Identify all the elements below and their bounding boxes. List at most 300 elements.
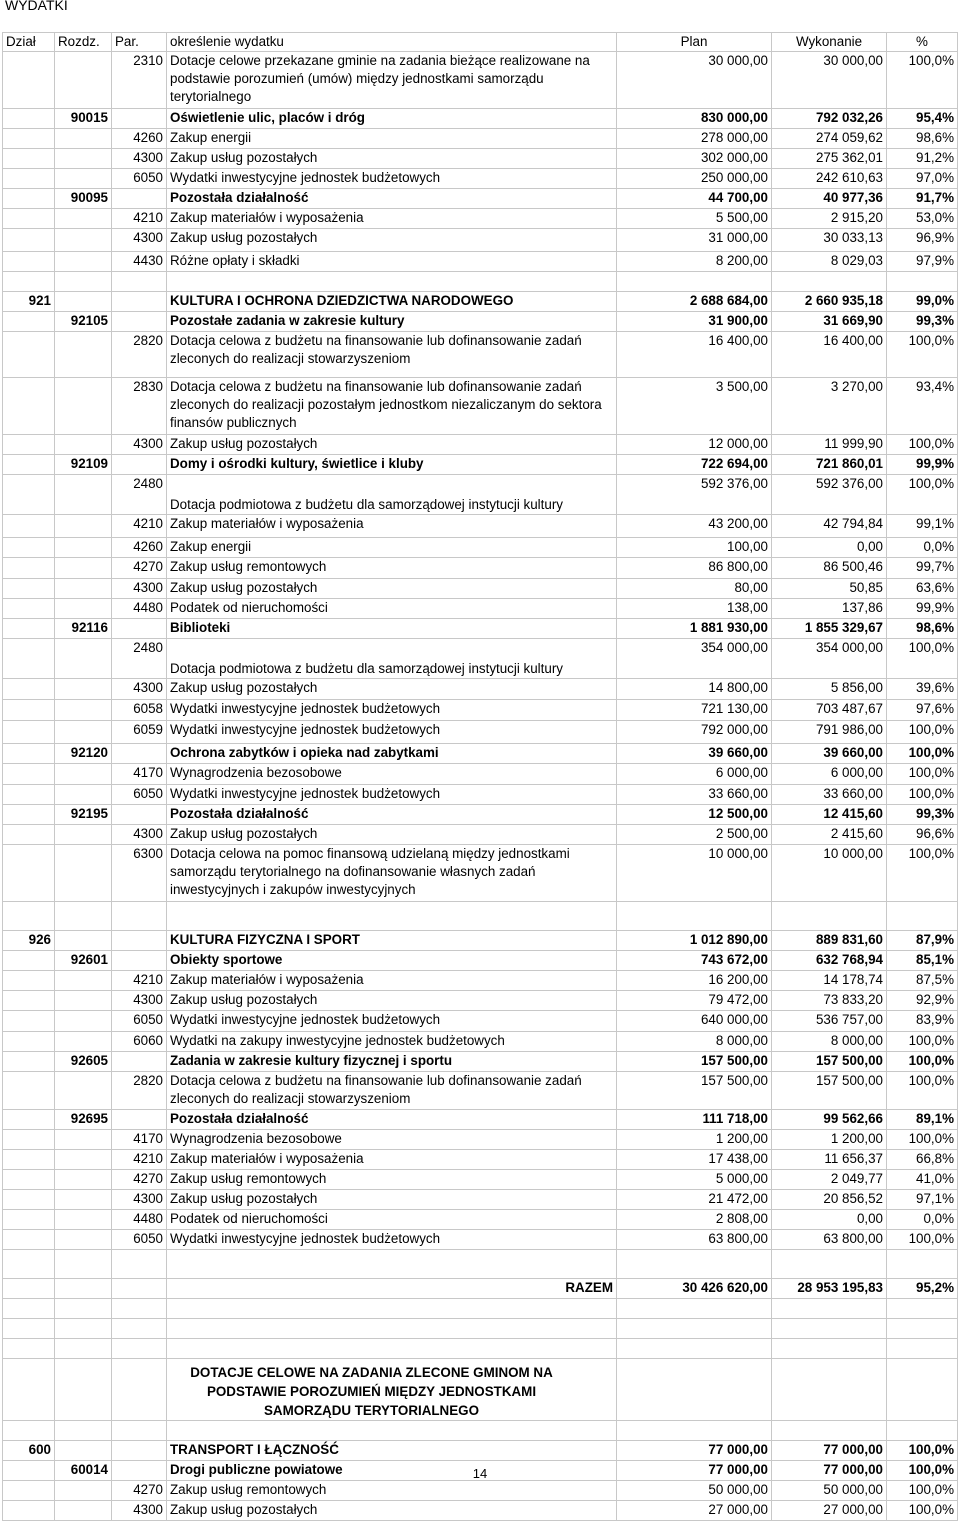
dzial-cell: [3, 991, 55, 1011]
plan-cell: 1 881 930,00: [617, 619, 772, 639]
procent-cell: 100,0%: [887, 435, 958, 455]
table-row: [3, 109, 958, 129]
table-row: [3, 1052, 958, 1072]
procent-cell: 97,1%: [887, 1190, 958, 1210]
opis-cell: Wydatki na zakupy inwestycyjne jednostek budżetowych: [167, 1032, 617, 1052]
opis-cell: Zakup usług remontowych: [167, 1170, 617, 1190]
plan-cell: 830 000,00: [617, 109, 772, 129]
opis-cell: Dotacja celowa na pomoc finansową udzielaną między jednostkami samorządu terytorialnego na dofinansowanie własnych zadań inwestycyjnych i zakupów inwestycyjnych: [167, 845, 617, 902]
wykonanie-cell: [772, 1421, 887, 1441]
par-cell: 4300: [112, 435, 167, 455]
rozdz-cell: 60014: [55, 1461, 112, 1481]
wykonanie-cell: 1 200,00: [772, 1130, 887, 1150]
rozdz-cell: [55, 252, 112, 272]
procent-cell: 97,9%: [887, 252, 958, 272]
wykonanie-cell: 721 860,01: [772, 455, 887, 475]
dzial-cell: [3, 1299, 55, 1319]
table-header-row: [3, 33, 958, 52]
wykonanie-cell: 2 915,20: [772, 209, 887, 229]
plan-cell: 43 200,00: [617, 515, 772, 538]
wykonanie-cell: 77 000,00: [772, 1461, 887, 1481]
plan-cell: 79 472,00: [617, 991, 772, 1011]
dzial-cell: [3, 149, 55, 169]
table-row: [3, 378, 958, 435]
par-cell: [112, 902, 167, 931]
opis-cell: Pozostała działalność: [167, 1110, 617, 1130]
par-cell: 2820: [112, 332, 167, 378]
par-cell: 2830: [112, 378, 167, 435]
par-cell: 6050: [112, 1230, 167, 1250]
plan-cell: 30 000,00: [617, 52, 772, 109]
par-cell: [112, 1279, 167, 1299]
par-cell: [112, 805, 167, 825]
par-cell: 4300: [112, 149, 167, 169]
opis-cell: Wydatki inwestycyjne jednostek budżetowych: [167, 785, 617, 805]
opis-cell: Obiekty sportowe: [167, 951, 617, 971]
procent-cell: 99,7%: [887, 558, 958, 579]
plan-cell: 721 130,00: [617, 700, 772, 721]
header-plan: Plan: [617, 33, 772, 52]
rozdz-cell: [55, 149, 112, 169]
par-cell: 6059: [112, 721, 167, 744]
opis-cell: Zakup energii: [167, 129, 617, 149]
rozdz-cell: [55, 272, 112, 292]
opis-cell: Zakup usług pozostałych: [167, 825, 617, 845]
procent-cell: 99,1%: [887, 515, 958, 538]
plan-cell: 354 000,00: [617, 639, 772, 679]
procent-cell: 87,5%: [887, 971, 958, 991]
rozdz-cell: [55, 825, 112, 845]
procent-cell: 95,4%: [887, 109, 958, 129]
plan-cell: 157 500,00: [617, 1072, 772, 1110]
wykonanie-cell: 77 000,00: [772, 1441, 887, 1461]
rozdz-cell: [55, 1230, 112, 1250]
plan-cell: [617, 1359, 772, 1421]
par-cell: 4260: [112, 538, 167, 558]
opis-cell: Zakup usług remontowych: [167, 1481, 617, 1501]
table-row: [3, 189, 958, 209]
wykonanie-cell: 703 487,67: [772, 700, 887, 721]
dzial-cell: [3, 229, 55, 252]
rozdz-cell: [55, 1481, 112, 1501]
procent-cell: 91,2%: [887, 149, 958, 169]
plan-cell: 31 900,00: [617, 312, 772, 332]
dzial-cell: [3, 721, 55, 744]
table-row: [3, 1190, 958, 1210]
rozdz-cell: [55, 902, 112, 931]
table-row: [3, 292, 958, 312]
par-cell: [112, 931, 167, 951]
table-row: [3, 991, 958, 1011]
procent-cell: [887, 1339, 958, 1359]
opis-cell: Oświetlenie ulic, placów i dróg: [167, 109, 617, 129]
par-cell: [112, 292, 167, 312]
par-cell: 2310: [112, 52, 167, 109]
rozdz-cell: [55, 475, 112, 515]
dzial-cell: [3, 1421, 55, 1441]
table-row: [3, 455, 958, 475]
dzial-cell: [3, 312, 55, 332]
procent-cell: 99,9%: [887, 599, 958, 619]
rozdz-cell: [55, 579, 112, 599]
rozdz-cell: [55, 679, 112, 700]
plan-cell: 86 800,00: [617, 558, 772, 579]
plan-cell: 63 800,00: [617, 1230, 772, 1250]
plan-cell: 111 718,00: [617, 1110, 772, 1130]
dzial-cell: [3, 455, 55, 475]
procent-cell: 98,6%: [887, 129, 958, 149]
plan-cell: 33 660,00: [617, 785, 772, 805]
wykonanie-cell: [772, 1359, 887, 1421]
opis-cell: Zakup usług pozostałych: [167, 229, 617, 252]
plan-cell: 138,00: [617, 599, 772, 619]
par-cell: 4270: [112, 1481, 167, 1501]
table-row: [3, 971, 958, 991]
wykonanie-cell: 28 953 195,83: [772, 1279, 887, 1299]
par-cell: [112, 619, 167, 639]
par-cell: 4430: [112, 252, 167, 272]
wykonanie-cell: [772, 1319, 887, 1339]
procent-cell: 96,9%: [887, 229, 958, 252]
rozdz-cell: [55, 1170, 112, 1190]
table-row: [3, 1501, 958, 1521]
dzial-cell: [3, 129, 55, 149]
procent-cell: 85,1%: [887, 951, 958, 971]
opis-cell: Dotacja podmiotowa z budżetu dla samorządowej instytucji kultury: [167, 639, 617, 679]
opis-cell: Zadania w zakresie kultury fizycznej i sportu: [167, 1052, 617, 1072]
table-row: [3, 1359, 958, 1421]
plan-cell: [617, 272, 772, 292]
par-cell: 2480: [112, 475, 167, 515]
dzial-cell: [3, 679, 55, 700]
rozdz-cell: 92601: [55, 951, 112, 971]
opis-cell: KULTURA I OCHRONA DZIEDZICTWA NARODOWEGO: [167, 292, 617, 312]
plan-cell: [617, 1319, 772, 1339]
rozdz-cell: [55, 1190, 112, 1210]
wykonanie-cell: 40 977,36: [772, 189, 887, 209]
opis-cell: Drogi publiczne powiatowe: [167, 1461, 617, 1481]
wykonanie-cell: 27 000,00: [772, 1501, 887, 1521]
rozdz-cell: [55, 1421, 112, 1441]
rozdz-cell: [55, 292, 112, 312]
rozdz-cell: [55, 1339, 112, 1359]
procent-cell: 83,9%: [887, 1011, 958, 1032]
par-cell: 4300: [112, 1501, 167, 1521]
wykonanie-cell: [772, 1299, 887, 1319]
rozdz-cell: [55, 845, 112, 902]
wykonanie-cell: 33 660,00: [772, 785, 887, 805]
plan-cell: 278 000,00: [617, 129, 772, 149]
plan-cell: 12 000,00: [617, 435, 772, 455]
table-row: [3, 229, 958, 252]
par-cell: [112, 1052, 167, 1072]
table-row: [3, 805, 958, 825]
opis-cell: Różne opłaty i składki: [167, 252, 617, 272]
table-row: [3, 149, 958, 169]
par-cell: 4210: [112, 209, 167, 229]
rozdz-cell: [55, 378, 112, 435]
rozdz-cell: [55, 931, 112, 951]
par-cell: 6300: [112, 845, 167, 902]
plan-cell: 1 200,00: [617, 1130, 772, 1150]
rozdz-cell: 92120: [55, 744, 112, 764]
expenses-table-body: [3, 33, 958, 1521]
rozdz-cell: [55, 229, 112, 252]
dzial-cell: [3, 1190, 55, 1210]
procent-cell: [887, 1299, 958, 1319]
wykonanie-cell: 8 000,00: [772, 1032, 887, 1052]
dzial-cell: 921: [3, 292, 55, 312]
plan-cell: 50 000,00: [617, 1481, 772, 1501]
rozdz-cell: [55, 515, 112, 538]
rozdz-cell: [55, 1011, 112, 1032]
wykonanie-cell: 157 500,00: [772, 1052, 887, 1072]
opis-cell: Zakup usług remontowych: [167, 558, 617, 579]
procent-cell: 100,0%: [887, 1032, 958, 1052]
dzial-cell: [3, 558, 55, 579]
plan-cell: 592 376,00: [617, 475, 772, 515]
procent-cell: 41,0%: [887, 1170, 958, 1190]
table-row: [3, 1279, 958, 1299]
opis-cell: Podatek od nieruchomości: [167, 1210, 617, 1230]
plan-cell: 16 200,00: [617, 971, 772, 991]
header-opis: określenie wydatku: [167, 33, 617, 52]
procent-cell: 87,9%: [887, 931, 958, 951]
plan-cell: 10 000,00: [617, 845, 772, 902]
plan-cell: 250 000,00: [617, 169, 772, 189]
wykonanie-cell: 12 415,60: [772, 805, 887, 825]
rozdz-cell: [55, 785, 112, 805]
wykonanie-cell: 50 000,00: [772, 1481, 887, 1501]
table-row: [3, 1481, 958, 1501]
par-cell: [112, 1339, 167, 1359]
dzial-cell: [3, 1359, 55, 1421]
opis-cell: Zakup usług pozostałych: [167, 149, 617, 169]
procent-cell: 100,0%: [887, 332, 958, 378]
opis-cell: Dotacja celowa z budżetu na finansowanie lub dofinansowanie zadań zleconych do realizacji pozostałym jednostkom niezaliczanym do sektora finansów publicznych: [167, 378, 617, 435]
dzial-cell: [3, 272, 55, 292]
table-row: [3, 1011, 958, 1032]
dzial-cell: [3, 1072, 55, 1110]
procent-cell: 100,0%: [887, 475, 958, 515]
opis-cell: [167, 1339, 617, 1359]
dzial-cell: [3, 1150, 55, 1170]
table-row: [3, 515, 958, 538]
opis-cell: Zakup usług pozostałych: [167, 435, 617, 455]
dzial-cell: [3, 189, 55, 209]
procent-cell: 0,0%: [887, 1210, 958, 1230]
procent-cell: 100,0%: [887, 1441, 958, 1461]
table-row: [3, 538, 958, 558]
procent-cell: 92,9%: [887, 991, 958, 1011]
dzial-cell: [3, 845, 55, 902]
rozdz-cell: [55, 435, 112, 455]
opis-cell: Zakup usług pozostałych: [167, 1501, 617, 1521]
par-cell: [112, 1359, 167, 1421]
rozdz-cell: 92195: [55, 805, 112, 825]
dzial-cell: [3, 1230, 55, 1250]
table-row: [3, 332, 958, 378]
rozdz-cell: [55, 332, 112, 378]
opis-cell: Biblioteki: [167, 619, 617, 639]
wykonanie-cell: 99 562,66: [772, 1110, 887, 1130]
procent-cell: 39,6%: [887, 679, 958, 700]
opis-cell: Pozostała działalność: [167, 805, 617, 825]
procent-cell: 91,7%: [887, 189, 958, 209]
wykonanie-cell: 10 000,00: [772, 845, 887, 902]
opis-cell: Podatek od nieruchomości: [167, 599, 617, 619]
table-row: [3, 1299, 958, 1319]
wykonanie-cell: 50,85: [772, 579, 887, 599]
wykonanie-cell: 274 059,62: [772, 129, 887, 149]
par-cell: [112, 951, 167, 971]
table-row: [3, 209, 958, 229]
table-row: [3, 52, 958, 109]
rozdz-cell: [55, 700, 112, 721]
procent-cell: 97,6%: [887, 700, 958, 721]
table-row: [3, 1150, 958, 1170]
opis-cell: Dotacja celowa z budżetu na finansowanie lub dofinansowanie zadań zleconych do realizacji stowarzyszeniom: [167, 332, 617, 378]
plan-cell: 2 808,00: [617, 1210, 772, 1230]
wykonanie-cell: 14 178,74: [772, 971, 887, 991]
procent-cell: [887, 1359, 958, 1421]
wykonanie-cell: 39 660,00: [772, 744, 887, 764]
dzial-cell: [3, 1170, 55, 1190]
dzial-cell: [3, 1032, 55, 1052]
table-row: [3, 721, 958, 744]
par-cell: [112, 1299, 167, 1319]
procent-cell: 99,3%: [887, 312, 958, 332]
plan-cell: [617, 1421, 772, 1441]
rozdz-cell: [55, 1279, 112, 1299]
procent-cell: 93,4%: [887, 378, 958, 435]
dzial-cell: [3, 1130, 55, 1150]
wykonanie-cell: 2 660 935,18: [772, 292, 887, 312]
table-row: [3, 558, 958, 579]
par-cell: 4170: [112, 1130, 167, 1150]
rozdz-cell: [55, 1319, 112, 1339]
table-row: [3, 825, 958, 845]
plan-cell: 100,00: [617, 538, 772, 558]
opis-cell: [167, 1319, 617, 1339]
par-cell: 4210: [112, 971, 167, 991]
par-cell: [112, 272, 167, 292]
dzial-cell: [3, 902, 55, 931]
opis-cell: [167, 1299, 617, 1319]
dzial-cell: [3, 52, 55, 109]
table-row: [3, 785, 958, 805]
opis-cell: Wydatki inwestycyjne jednostek budżetowych: [167, 169, 617, 189]
rozdz-cell: [55, 1150, 112, 1170]
wykonanie-cell: [772, 1250, 887, 1279]
expenses-table: [2, 32, 958, 1521]
rozdz-cell: 92695: [55, 1110, 112, 1130]
table-row: [3, 435, 958, 455]
procent-cell: 100,0%: [887, 785, 958, 805]
opis-cell: [167, 272, 617, 292]
rozdz-cell: [55, 1299, 112, 1319]
plan-cell: 792 000,00: [617, 721, 772, 744]
wykonanie-cell: 30 033,13: [772, 229, 887, 252]
plan-cell: [617, 1339, 772, 1359]
wykonanie-cell: 6 000,00: [772, 764, 887, 785]
plan-cell: 12 500,00: [617, 805, 772, 825]
plan-cell: [617, 1299, 772, 1319]
procent-cell: 0,0%: [887, 538, 958, 558]
par-cell: 4480: [112, 1210, 167, 1230]
dzial-cell: [3, 951, 55, 971]
table-row: [3, 1210, 958, 1230]
dzial-cell: 926: [3, 931, 55, 951]
dzial-cell: [3, 619, 55, 639]
procent-cell: 53,0%: [887, 209, 958, 229]
wykonanie-cell: 0,00: [772, 1210, 887, 1230]
opis-cell: Zakup energii: [167, 538, 617, 558]
par-cell: 4170: [112, 764, 167, 785]
table-row: [3, 1072, 958, 1110]
wykonanie-cell: 157 500,00: [772, 1072, 887, 1110]
table-row: [3, 1441, 958, 1461]
procent-cell: 89,1%: [887, 1110, 958, 1130]
par-cell: [112, 1250, 167, 1279]
plan-cell: 16 400,00: [617, 332, 772, 378]
plan-cell: 8 200,00: [617, 252, 772, 272]
procent-cell: 100,0%: [887, 1501, 958, 1521]
par-cell: [112, 189, 167, 209]
dzial-cell: [3, 1250, 55, 1279]
dzial-cell: [3, 1319, 55, 1339]
par-cell: [112, 455, 167, 475]
rozdz-cell: [55, 599, 112, 619]
par-cell: [112, 1110, 167, 1130]
dzial-cell: [3, 1110, 55, 1130]
table-row: [3, 1130, 958, 1150]
table-row: [3, 845, 958, 902]
table-row: [3, 272, 958, 292]
procent-cell: 63,6%: [887, 579, 958, 599]
dzial-cell: [3, 169, 55, 189]
table-row: [3, 931, 958, 951]
wykonanie-cell: 16 400,00: [772, 332, 887, 378]
rozdz-cell: [55, 764, 112, 785]
par-cell: 2820: [112, 1072, 167, 1110]
header-rozdz: Rozdz.: [55, 33, 112, 52]
dzial-cell: [3, 700, 55, 721]
header-par: Par.: [112, 33, 167, 52]
plan-cell: 39 660,00: [617, 744, 772, 764]
plan-cell: 640 000,00: [617, 1011, 772, 1032]
par-cell: 4210: [112, 1150, 167, 1170]
header-wykonanie: Wykonanie: [772, 33, 887, 52]
par-cell: [112, 1319, 167, 1339]
wykonanie-cell: 5 856,00: [772, 679, 887, 700]
dzial-cell: [3, 785, 55, 805]
plan-cell: 80,00: [617, 579, 772, 599]
opis-cell: Zakup usług pozostałych: [167, 679, 617, 700]
opis-cell: Zakup materiałów i wyposażenia: [167, 1150, 617, 1170]
wykonanie-cell: 592 376,00: [772, 475, 887, 515]
procent-cell: 100,0%: [887, 1461, 958, 1481]
wykonanie-cell: 86 500,46: [772, 558, 887, 579]
procent-cell: 98,6%: [887, 619, 958, 639]
rozdz-cell: [55, 52, 112, 109]
table-row: [3, 1230, 958, 1250]
plan-cell: 44 700,00: [617, 189, 772, 209]
rozdz-cell: 90015: [55, 109, 112, 129]
procent-cell: [887, 272, 958, 292]
procent-cell: [887, 902, 958, 931]
procent-cell: 99,3%: [887, 805, 958, 825]
